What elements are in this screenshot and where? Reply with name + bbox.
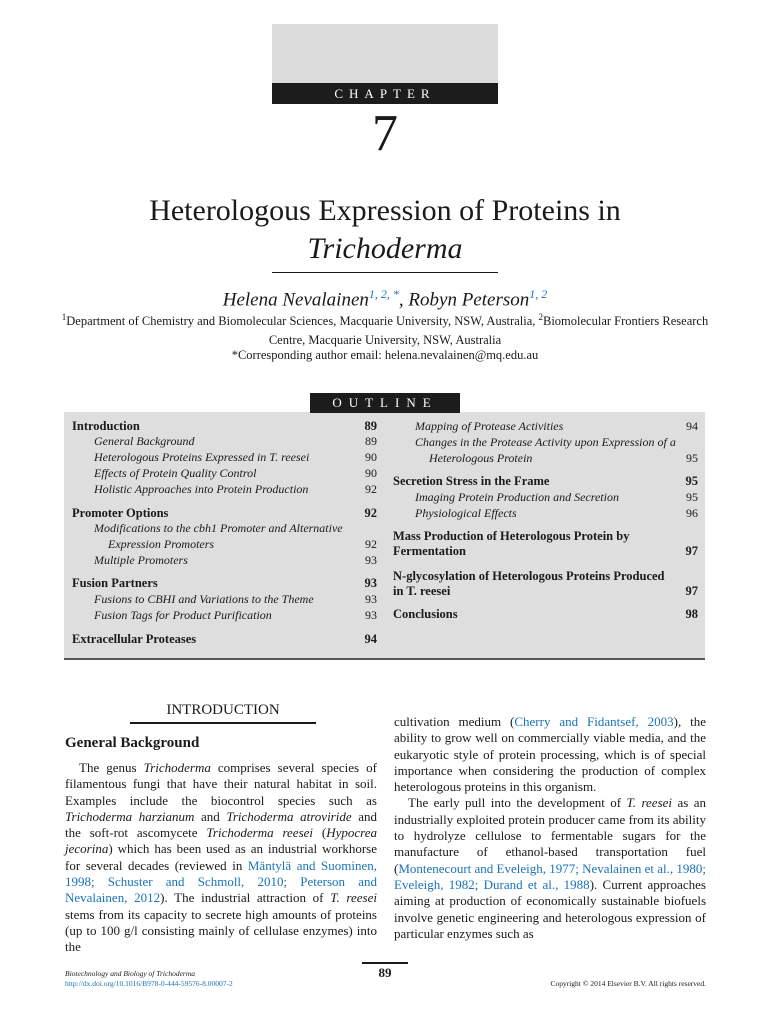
outline-entry-label: Mass Production of Heterologous Protein by (393, 529, 630, 543)
section-heading-rule (130, 722, 316, 724)
author-separator: , (398, 289, 409, 311)
species-name: Hypocrea jecorina (65, 825, 377, 857)
outline-entry-page: 93 (365, 608, 377, 622)
outline-entry-page: 90 (365, 450, 377, 464)
author-affiliation-mark[interactable]: 1, 2 (529, 287, 548, 301)
species-name: Trichoderma harzianum (65, 808, 195, 824)
author-affiliation-mark[interactable]: 1, 2, * (368, 287, 399, 301)
section-heading: INTRODUCTION (166, 702, 280, 718)
outline-entry-page: 92 (364, 506, 377, 520)
species-name: Trichoderma atroviride (226, 808, 352, 824)
affiliation-text: Department of Chemistry and Biomolecular Sciences, Macquarie University, NSW, Australia, (66, 314, 536, 329)
outline-entry-label: Extracellular Proteases (72, 632, 197, 646)
outline-entry-label: Promoter Options (72, 506, 169, 520)
affiliations (60, 308, 710, 350)
body-column-right (394, 714, 706, 942)
outline-entry-label: N-glycosylation of Heterologous Proteins Produced (393, 569, 665, 583)
outline-entry-label: Modifications to the cbh1 Promoter and Alternative (94, 521, 343, 535)
paragraph (394, 714, 706, 795)
affiliation-number: 1 (61, 312, 67, 322)
subsection-heading: General Background (65, 735, 200, 751)
copyright: Copyright © 2014 Elsevier B.V. All rights reserved. (550, 979, 706, 988)
outline-entry-page: 89 (364, 419, 377, 433)
outline-entry-label: Mapping of Protease Activities (415, 419, 564, 433)
chapter-title-line2: Trichoderma (307, 232, 463, 265)
outline-entry-label: Fusion Partners (72, 576, 158, 590)
outline-entry-label: Imaging Protein Production and Secretion (415, 490, 619, 504)
book-title: Biotechnology and Biology of Trichoderma (65, 969, 195, 978)
author-name: Robyn Peterson (408, 289, 530, 311)
outline-entry-label: Multiple Promoters (94, 553, 188, 567)
outline-entry-page: 95 (685, 474, 698, 488)
outline-entry-page: 93 (365, 592, 377, 606)
citation-link[interactable]: Montenecourt and Eveleigh, 1977; Nevalainen et al., 1980; Eveleigh, 1982; Durand et al., 1988 (394, 860, 706, 892)
citation-link[interactable]: Cherry and Fidantsef, 2003 (514, 714, 674, 729)
outline-entry-label: Heterologous Protein (429, 451, 533, 465)
text-run: ). The industrial attraction of (160, 890, 331, 906)
outline-entry-label: General Background (94, 434, 195, 448)
outline-entry-label: Effects of Protein Quality Control (94, 466, 257, 480)
outline-entry-label: Conclusions (393, 607, 458, 621)
outline-entry-label: Physiological Effects (415, 506, 517, 520)
species-name: Trichoderma (143, 760, 211, 775)
text-run: ( (313, 825, 327, 841)
author-name: Helena Nevalainen (222, 289, 369, 311)
outline-entry-label: in T. reesei (393, 584, 451, 598)
outline-entry-page: 97 (685, 544, 698, 558)
outline-entry-label: Fusion Tags for Product Purification (94, 608, 272, 622)
paragraph (394, 795, 706, 942)
text-run: comprises several species of filamentous fungi that have their natural habitat in soil. Examples include the biocontrol species such as (65, 760, 377, 808)
outline-entry-label: Changes in the Protease Activity upon Expression of a (415, 435, 676, 449)
outline-entry-label: Fusions to CBHI and Variations to the Theme (94, 592, 314, 606)
outline-entry-page: 93 (365, 553, 377, 567)
title-divider (272, 272, 498, 273)
page-number-rule (362, 962, 408, 964)
text-run: and the soft-rot ascomycete (65, 808, 377, 841)
outline-entry-page: 98 (685, 607, 698, 621)
chapter-label: CHAPTER (272, 83, 498, 104)
outline-entry-page: 94 (364, 632, 377, 646)
species-name: T. reesei (330, 890, 377, 906)
text-run: as an industrially exploited protein producer came from its ability to hydrolyze cellulose to fermentable sugars for the manufacture of ethanol-based transportation fuel ( (394, 795, 706, 876)
body-column-left (65, 760, 377, 956)
outline-entry-page: 94 (686, 419, 698, 433)
chapter-title-line1: Heterologous Expression of Proteins in (149, 194, 621, 227)
outline-entry-label: Heterologous Proteins Expressed in T. reesei (94, 450, 310, 464)
text-run: cultivation medium ( (394, 714, 515, 729)
outline-entry-label: Fermentation (393, 544, 466, 558)
outline-entry-page: 92 (365, 482, 377, 496)
outline-entry-label: Holistic Approaches into Protein Production (94, 482, 309, 496)
text-run: ), the ability to grow well on commercially viable media, and the eukaryotic style of protein processing, which is of special importance when considering the production of complex heterologous proteins in this organism. (394, 714, 706, 795)
text-run: and (194, 808, 227, 824)
doi-link[interactable]: http://dx.doi.org/10.1016/B978-0-444-59576-8.00007-2 (65, 979, 233, 988)
outline-entry-page: 97 (685, 584, 698, 598)
outline-entry-page: 96 (686, 506, 698, 520)
text-run: stems from its capacity to secrete high amounts of proteins (up to 100 g/l consisting mainly of cellulase enzymes) into the (65, 906, 377, 955)
corresponding-author: *Corresponding author email: helena.nevalainen@mq.edu.au (231, 348, 539, 362)
text-run: The genus (79, 760, 144, 775)
paragraph (65, 760, 377, 956)
affiliation-text: Biomolecular Frontiers Research Centre, Macquarie University, NSW, Australia (268, 314, 709, 348)
outline-entry-label: Expression Promoters (108, 537, 215, 551)
citation-link[interactable]: Mäntylä and Suominen, 1998; Schuster and Schmoll, 2010; Peterson and Nevalainen, 2012 (65, 857, 377, 906)
outline-entry-page: 92 (365, 537, 377, 551)
text-run: The early pull into the development of (408, 795, 627, 811)
chapter-number: 7 (372, 105, 398, 162)
outline-entry-page: 93 (364, 576, 377, 590)
text-run: ) which has been used as an industrial workhorse for several decades (reviewed in (65, 841, 377, 873)
species-name: T. reesei (626, 795, 673, 811)
species-name: Trichoderma reesei (206, 825, 314, 841)
text-run: ). Current approaches aiming at production of economically sustainable biofuels involve genetic engineering and heterologous expression of particular enzymes such as (394, 876, 706, 941)
affiliation-number: 2 (538, 312, 543, 322)
outline-entry-label: Secretion Stress in the Frame (393, 474, 550, 488)
outline-label: OUTLINE (310, 393, 460, 413)
outline-entry-page: 95 (686, 490, 698, 504)
outline-entry-page: 89 (365, 434, 377, 448)
outline-entry-label: Introduction (72, 419, 140, 433)
page-number: 89 (378, 965, 392, 980)
outline-entry-page: 90 (365, 466, 377, 480)
outline-entry-page: 95 (686, 451, 698, 465)
